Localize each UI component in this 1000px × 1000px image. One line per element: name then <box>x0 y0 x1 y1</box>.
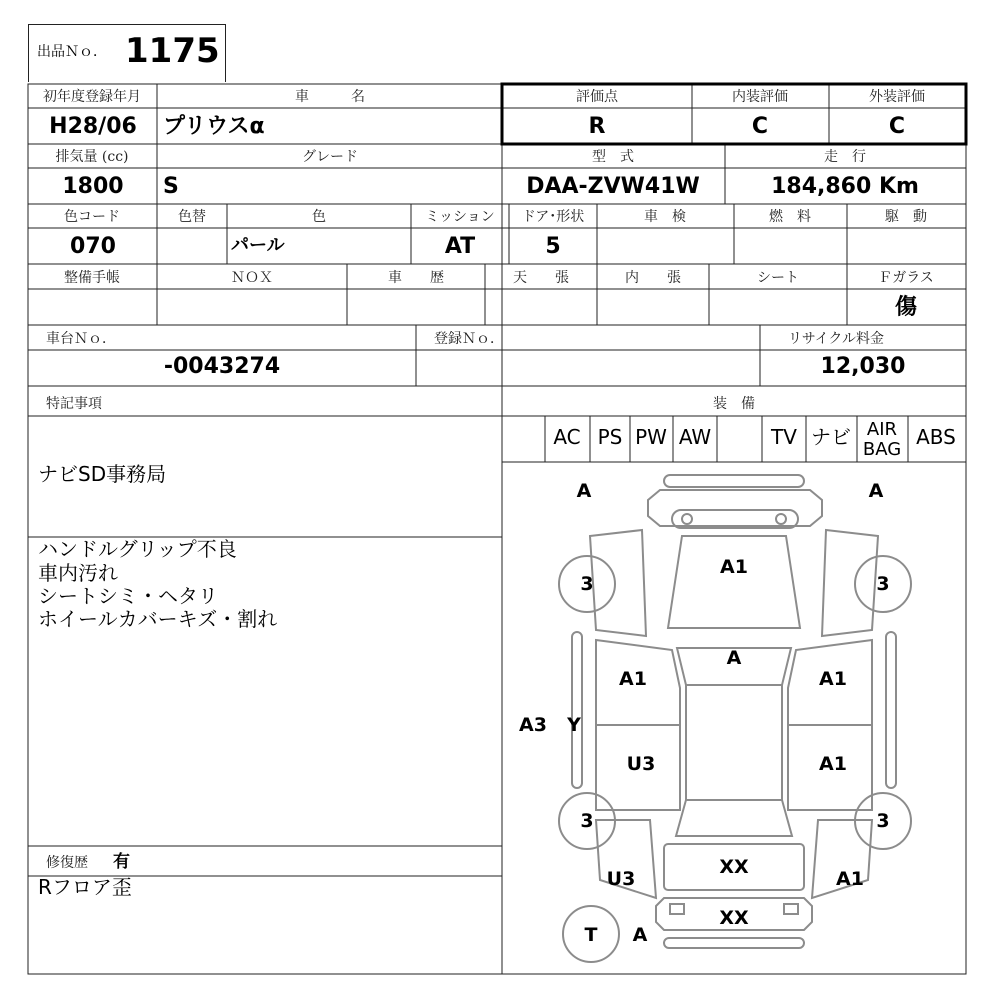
mileage-label: 走 行 <box>824 149 866 165</box>
first-registration-label: 初年度登録年月 <box>43 89 141 105</box>
recycle-fee-label: リサイクル料金 <box>787 331 885 347</box>
registration-number-label: 登録Ｎｏ． <box>434 331 504 347</box>
score-label: 評価点 <box>576 89 618 105</box>
model-code-label: 型 式 <box>592 149 634 165</box>
mark-front-left-corner: A <box>576 480 592 502</box>
car-name-value: プリウスα <box>163 114 265 139</box>
exterior-rating-label: 外装評価 <box>869 89 925 105</box>
color-value: パール <box>231 235 285 256</box>
front-glass-value: 傷 <box>894 295 918 320</box>
model-code-value: DAA-ZVW41W <box>526 174 700 199</box>
mark-trunk: XX <box>719 856 749 878</box>
headliner-label: 内 張 <box>625 270 681 286</box>
equipment-label: 装 備 <box>713 396 755 412</box>
mark-rear-right-fender: A1 <box>836 868 864 890</box>
mark-right-front-door: A1 <box>819 668 847 690</box>
remarks-first-note: ナビSD事務局 <box>38 462 167 486</box>
mark-rear-left-fender: U3 <box>606 868 636 890</box>
lot-number-value: 1175 <box>125 31 220 71</box>
front-glass-label: Ｆガラス <box>878 270 934 286</box>
repair-history-value: 有 <box>113 852 130 872</box>
interior-rating-label: 内装評価 <box>732 89 788 105</box>
mark-rear-right-tire: 3 <box>876 810 890 832</box>
exterior-rating-value: C <box>888 114 906 139</box>
doors-shape-label: ドア･形状 <box>521 209 585 225</box>
remarks-label: 特記事項 <box>46 396 102 412</box>
chassis-number-label: 車台Ｎｏ． <box>46 331 116 347</box>
score-value: R <box>588 114 606 139</box>
mark-front-right-tire: 3 <box>876 573 890 595</box>
equipment-navi: ナビ <box>811 425 851 449</box>
interior-rating-value: C <box>751 114 769 139</box>
mark-rear-left-corner: A <box>632 924 648 946</box>
mark-left-side-y: Y <box>567 714 581 736</box>
recycle-fee-value: 12,030 <box>820 354 906 379</box>
grade-label: グレード <box>302 149 358 165</box>
color-code-value: 070 <box>70 234 116 259</box>
car-name-label: 車 名 <box>295 89 365 105</box>
drive-label: 駆 動 <box>885 209 927 225</box>
repaint-label: 色替 <box>178 209 206 225</box>
first-registration-value: H28/06 <box>49 114 137 139</box>
displacement-label: 排気量 (cc) <box>55 149 129 165</box>
equipment-abs: ABS <box>916 425 956 449</box>
equipment-air: AIR <box>866 419 898 440</box>
mileage-value: 184,860 Km <box>771 174 919 199</box>
equipment-pw: PW <box>635 425 667 449</box>
doors-value: 5 <box>545 234 561 259</box>
maintenance-record-label: 整備手帳 <box>64 270 120 286</box>
mark-left-front-door: A1 <box>619 668 647 690</box>
grade-value: S <box>163 174 179 199</box>
mark-front-left-tire: 3 <box>580 573 594 595</box>
mark-spare-tire: T <box>584 924 598 946</box>
lot-number-label: 出品Ｎｏ． <box>37 44 107 60</box>
color-label: 色 <box>312 209 326 225</box>
displacement-value: 1800 <box>62 174 124 199</box>
remarks-line: シートシミ・ヘタリ <box>38 584 218 608</box>
equipment-bag: BAG <box>862 439 902 460</box>
mark-rear-bumper: XX <box>719 907 749 929</box>
nox-label: ＮＯＸ <box>231 270 273 286</box>
mark-front-right-corner: A <box>868 480 884 502</box>
remarks-line: 車内汚れ <box>38 561 118 585</box>
transmission-value: AT <box>444 234 476 259</box>
mark-bonnet: A1 <box>720 556 748 578</box>
transmission-label: ミッション <box>425 209 495 225</box>
color-code-label: 色コード <box>64 209 120 225</box>
equipment-ps: PS <box>597 425 623 449</box>
equipment-tv: TV <box>771 425 797 449</box>
repair-history-label: 修復歴 <box>46 855 88 871</box>
equipment-aw: AW <box>678 425 712 449</box>
mark-windshield: A <box>726 647 742 669</box>
vehicle-history-label: 車 歴 <box>388 270 444 286</box>
seat-label: シート <box>757 270 799 286</box>
mark-left-side-a3: A3 <box>519 714 547 736</box>
remarks-line: ホイールカバーキズ・割れ <box>38 607 278 631</box>
remarks-line: ハンドルグリップ不良 <box>38 537 237 561</box>
mark-right-rear-door: A1 <box>819 753 847 775</box>
fuel-label: 燃 料 <box>769 209 811 225</box>
repair-note: Rフロア歪 <box>38 875 132 899</box>
chassis-number-value: -0043274 <box>163 354 281 379</box>
equipment-ac: AC <box>553 425 581 449</box>
sunroof-label: 天 張 <box>513 270 569 286</box>
mark-left-rear-door: U3 <box>626 753 656 775</box>
mark-rear-left-tire: 3 <box>580 810 594 832</box>
inspection-label: 車 検 <box>644 209 686 225</box>
